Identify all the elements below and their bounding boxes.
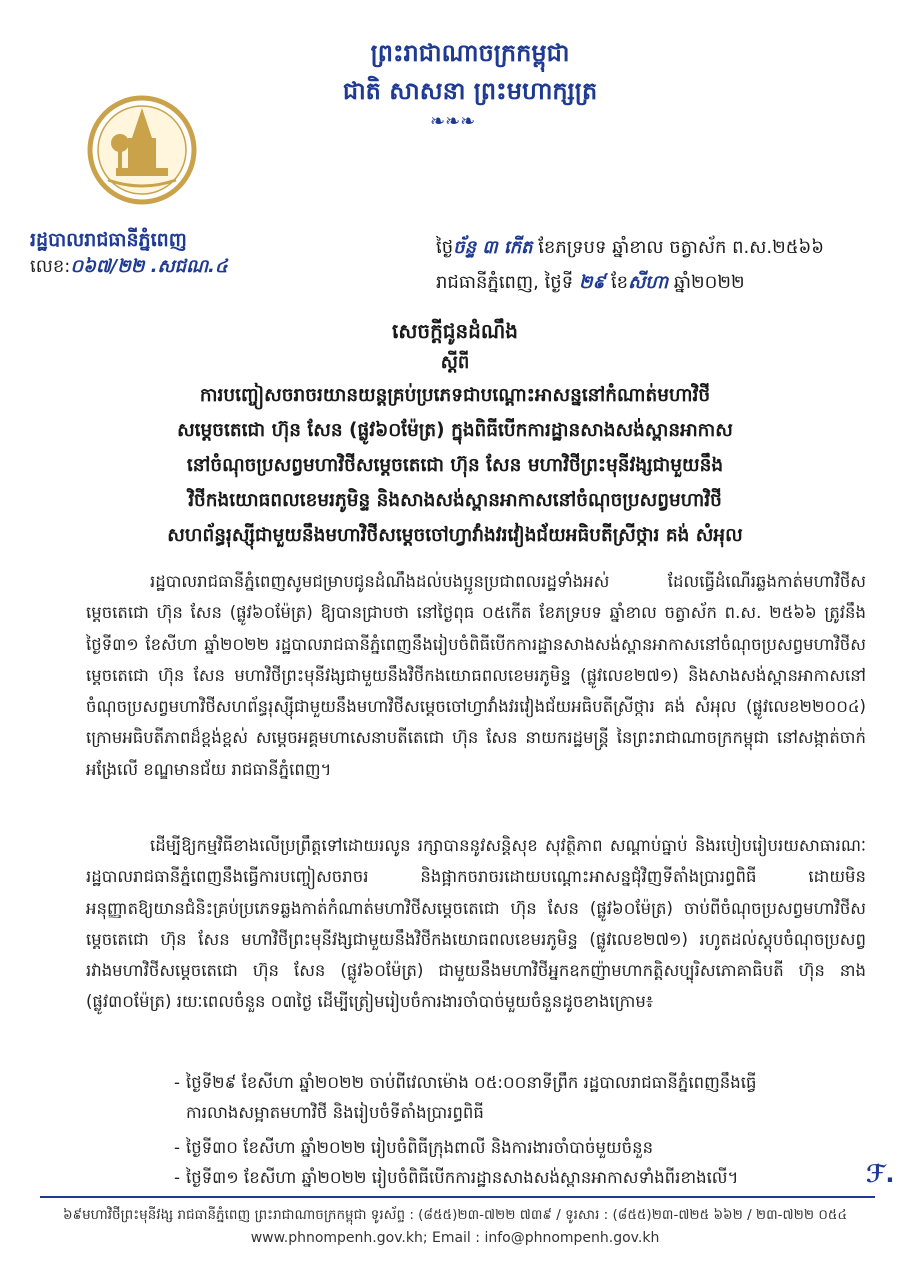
solar-year: ឆ្នាំ២០២២ bbox=[668, 272, 745, 293]
solar-date-prefix: រាជធានីភ្នំពេញ, ថ្ងៃទី bbox=[436, 272, 579, 293]
lunar-date-suffix: ខែភទ្របទ ឆ្នាំខាល ចត្វាស័ក ព.ស.២៥៦៦ bbox=[532, 237, 824, 258]
trident-ornament: ❧❧❧ bbox=[430, 111, 476, 132]
reference-number bbox=[30, 254, 228, 281]
issuer-org: រដ្ឋបាលរាជធានីភ្នំពេញ bbox=[30, 229, 187, 251]
subject-line: នៅចំណុចប្រសព្វមហាវិថីសម្តេចតេជោ ហ៊ុន សែន មហាវិថីព្រះមុនីវង្សជាមួយនឹង bbox=[186, 455, 724, 476]
national-motto: ជាតិ សាសនា ព្រះមហាក្សត្រ bbox=[342, 77, 598, 105]
kingdom-title: ព្រះរាជាណាចក្រកម្ពុជា bbox=[370, 39, 570, 67]
footer-website-email: www.phnompenh.gov.kh; Email : info@phnompenh.gov.kh bbox=[250, 1230, 660, 1246]
bullet-text: ថ្ងៃទី៣១ ខែសីហា ឆ្នាំ២០២២ រៀបចំពិធីបើកការដ្ឋានសាងសង់ស្ពានអាកាសទាំងពីរខាងលើ។ bbox=[186, 1168, 739, 1187]
lunar-date-handwritten: ច័ន្ទ ៣ កើត bbox=[453, 237, 533, 258]
reference-handwritten: ០៦៧/២២ .សជណ.៤ bbox=[70, 256, 228, 277]
solar-day-handwritten: ២៩ bbox=[578, 272, 606, 293]
bullet-item: - ថ្ងៃទី៣១ ខែសីហា ឆ្នាំ២០២២ រៀបចំពិធីបើកការដ្ឋានសាងសង់ស្ពានអាកាសទាំងពីរខាងលើ។ bbox=[174, 1168, 739, 1187]
solar-month-prefix: ខែ bbox=[605, 272, 629, 293]
subject-line: សម្តេចតេជោ ហ៊ុន សែន (ផ្លូវ៦០ម៉ែត្រ) ក្នុងពិធីបើកការដ្ឋានសាងសង់ស្ពានអាកាស bbox=[177, 420, 733, 441]
bullet-text: ថ្ងៃទី២៩ ខែសីហា ឆ្នាំ២០២២ ចាប់ពីវេលាម៉ោង ០៥:០០នាទីព្រឹក រដ្ឋបាលរាជធានីភ្នំពេញនឹងធ្វើការលាងសម្អាតមហាវិថី និងរៀបចំទីតាំងប្រារព្ធពិធី bbox=[186, 1073, 757, 1122]
bullet-text: ថ្ងៃទី៣០ ខែសីហា ឆ្នាំ២០២២ រៀបចំពិធីក្រុងពាលី និងការងារចាំបាច់មួយចំនួន bbox=[186, 1138, 654, 1157]
bullet-item: - ថ្ងៃទី៣០ ខែសីហា ឆ្នាំ២០២២ រៀបចំពិធីក្រុងពាលី និងការងារចាំបាច់មួយចំនួន bbox=[174, 1138, 654, 1157]
phnom-penh-seal-logo bbox=[86, 88, 198, 212]
notice-heading: សេចក្តីជូនដំណឹង bbox=[392, 319, 518, 343]
reference-prefix: លេខ: bbox=[30, 256, 71, 277]
body-paragraph-2: ដើម្បីឱ្យកម្មវិធីខាងលើប្រព្រឹត្តទៅដោយរលូន រក្សាបាននូវសន្តិសុខ សុវត្ថិភាព សណ្តាប់ធ្នាប់ និងរបៀបរៀបរយសាធារណៈ រដ្ឋបាលរាជធានីភ្នំពេញនឹងធ្វើការបញ្ចៀសចរាចរ និងផ្អាកចរាចរដោយបណ្ដោះអាសន្នជុំវិញទីតាំងប្រារព្ធពិធី ដោយមិនអនុញ្ញាតឱ្យយានជំនិះគ្រប់ប្រភេទឆ្លងកាត់កំណាត់មហាវិថីសម្តេចតេជោ ហ៊ុន សែន (ផ្លូវ៦០ម៉ែត្រ) ចាប់ពីចំណុចប្រសព្វមហាវិថីសម្តេចតេជោ ហ៊ុន សែន មហាវិថីព្រះមុនីវង្សជាមួយនឹងវិថីកងយោធពលខេមរភូមិន្ទ (ផ្លូវលេខ២៧១) រហូតដល់ស្តុបចំណុចប្រសព្វរវាងមហាវិថីសម្តេចតេជោ ហ៊ុន សែន (ផ្លូវ៦០ម៉ែត្រ) ជាមួយនឹងមហាវិថីអ្នកឧកញ៉ាមហាកត្តិសប្បុរិសភោគាធិបតី ហ៊ុន នាង (ផ្លូវ៣០ម៉ែត្រ) រយៈពេលចំនួន ០៣ថ្ងៃ ដើម្បីត្រៀមរៀបចំការងារចាំបាច់មួយចំនួនដូចខាងក្រោម៖ bbox=[86, 836, 866, 1012]
subject-line: សហព័ន្ធរុស្ស៊ីជាមួយនឹងមហាវិថីសម្តេចចៅហ្វាវាំងវរវៀងជ័យអធិបតីស្រីថ្ការ គង់ សំអុល bbox=[167, 525, 743, 546]
lunar-date bbox=[436, 235, 824, 262]
about-heading: ស្តីពី bbox=[440, 352, 470, 373]
continuation-mark: ℱ. bbox=[866, 1160, 895, 1188]
body-paragraph-1: រដ្ឋបាលរាជធានីភ្នំពេញសូមជម្រាបជូនដំណឹងដល់បងប្អូនប្រជាពលរដ្ឋទាំងអស់ ដែលធ្វើដំណើរឆ្លងកាត់មហាវិថីសម្តេចតេជោ ហ៊ុន សែន (ផ្លូវ៦០ម៉ែត្រ) ឱ្យបានជ្រាបថា នៅថ្ងៃពុធ ០៥កើត ខែភទ្របទ ឆ្នាំខាល ចត្វាស័ក ព.ស. ២៥៦៦ ត្រូវនឹងថ្ងៃទី៣១ ខែសីហា ឆ្នាំ២០២២ រដ្ឋបាលរាជធានីភ្នំពេញនឹងរៀបចំពិធីបើកការដ្ឋានសាងសង់ស្ពានអាកាសនៅចំណុចប្រសព្វមហាវិថីសម្តេចតេជោ ហ៊ុន សែន មហាវិថីព្រះមុនីវង្សជាមួយនឹងវិថីកងយោធពលខេមរភូមិន្ទ (ផ្លូវលេខ២៧១) និងសាងសង់ស្ពានអាកាសនៅចំណុចប្រសព្វមហាវិថីសហព័ន្ធរុស្ស៊ីជាមួយនឹងមហាវិថីសម្តេចចៅហ្វាវាំងវរវៀងជ័យអធិបតីស្រីថ្ការ គង់ សំអុល (ផ្លូវលេខ២២០០៤) ក្រោមអធិបតីភាពដ៏ខ្ពង់ខ្ពស់ សម្តេចអគ្គមហាសេនាបតីតេជោ ហ៊ុន សែន នាយករដ្ឋមន្ត្រី នៃព្រះរាជាណាចក្រកម្ពុជា នៅសង្កាត់ចាក់អង្រែលើ ខណ្ឌមានជ័យ រាជធានីភ្នំពេញ។ bbox=[86, 572, 866, 779]
subject-line: ការបញ្ចៀសចរាចរយានយន្តគ្រប់ប្រភេទជាបណ្ដោះអាសន្ននៅកំណាត់មហាវិថី bbox=[199, 385, 711, 406]
solar-date bbox=[436, 270, 745, 297]
lunar-date-prefix: ថ្ងៃ bbox=[436, 237, 454, 258]
footer-divider bbox=[40, 1196, 875, 1198]
footer-address: ៦៩មហាវិថីព្រះមុនីវង្ស រាជធានីភ្នំពេញ ព្រះរាជាណាចក្រកម្ពុជា ទូរស័ព្ទ : (៨៥៥)២៣-៧២២ ៧៣៩ / ទូរសារ : (៨៥៥)២៣-៧២៥ ៦៦២ / ២៣-៧២២ ០៥៤ bbox=[62, 1207, 848, 1223]
solar-month-handwritten: សីហា bbox=[628, 272, 669, 293]
subject-line: វិថីកងយោធពលខេមរភូមិន្ទ និងសាងសង់ស្ពានអាកាសនៅចំណុចប្រសព្វមហាវិថី bbox=[188, 490, 722, 511]
bullet-item: - ថ្ងៃទី២៩ ខែសីហា ឆ្នាំ២០២២ ចាប់ពីវេលាម៉ោង ០៥:០០នាទីព្រឹក រដ្ឋបាលរាជធានីភ្នំពេញនឹងធ្វើការលាងសម្អាតមហាវិថី និងរៀបចំទីតាំងប្រារព្ធពិធី bbox=[174, 1073, 757, 1122]
